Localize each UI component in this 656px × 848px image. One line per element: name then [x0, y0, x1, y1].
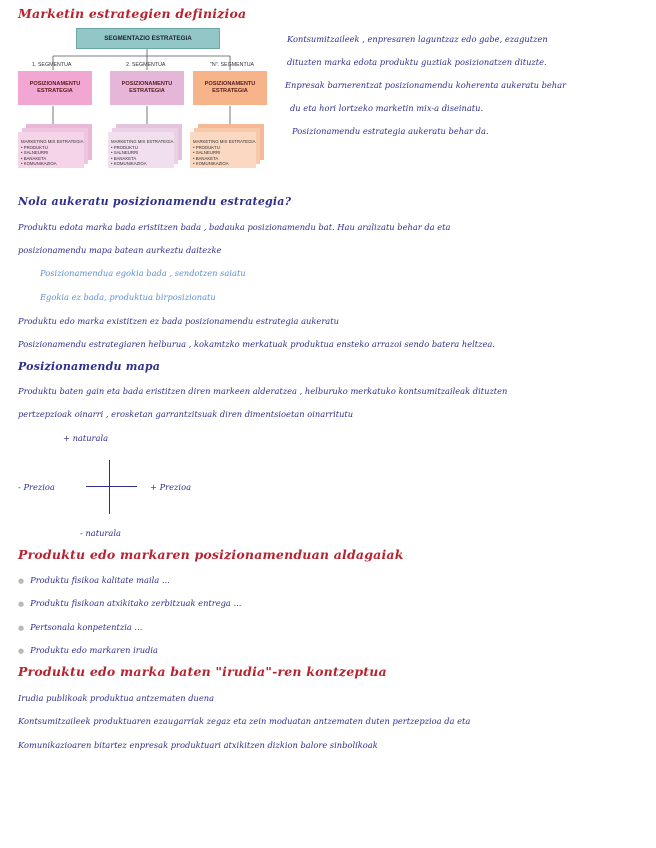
positioning-box-n: POSIZIONAMENTU ESTRATEGIA — [193, 71, 267, 105]
section3-title: Produktu edo markaren posizionamenduan aldagaiak — [18, 547, 404, 562]
marketing-mix-stack-1 — [18, 124, 94, 170]
segment-label-1: 1. SEGMENTUA — [32, 62, 72, 68]
marketing-mix-text-1: MARKETING MIX ESTRATEGIA • PRODUKTU • SALNEURRI • BANAKETA • KOMUNIKAZIOA — [21, 139, 84, 167]
positioning-box-1: POSIZIONAMENTU ESTRATEGIA — [18, 71, 92, 105]
section1-light-line-1: Posizionamendua egokia bada , sendotzen saiatu — [40, 268, 246, 278]
map-axis-bottom-label: - naturala — [80, 528, 121, 538]
section4-title: Produktu edo marka baten "irudia"-ren kontzeptua — [18, 664, 387, 679]
map-axis-top-label: + naturala — [63, 433, 109, 443]
positioning-box-2: POSIZIONAMENTU ESTRATEGIA — [110, 71, 184, 105]
section1-title: Nola aukeratu posizionamendu estrategia? — [18, 195, 292, 208]
map-axis-left-label: - Prezioa — [18, 482, 55, 492]
marketing-mix-stack-2 — [108, 124, 184, 170]
marketing-mix-text-n: MARKETING MIX ESTRATEGIA • PRODUKTU • SALNEURRI • BANAKETA • KOMUNIKAZIOA — [193, 139, 256, 167]
section2-title: Posizionamendu mapa — [18, 360, 161, 373]
section1-light-line-2: Egokia ez bada, produktua birposizionatu — [40, 292, 216, 302]
section4-line-3: Komunikazioaren bitartez enpresak produktuari atxikitzen dizkion balore sinbolikoak — [18, 740, 378, 750]
marketing-mix-stack-n — [190, 124, 266, 170]
intro-line-3: Enpresak barnerentzat posizionamendu koherenta aukeratu behar — [285, 80, 567, 90]
map-axis-right-label: + Prezioa — [150, 482, 192, 492]
map-horizontal-axis — [86, 486, 137, 487]
section3-bullet-2: ● Produktu fisikoan atxikitako zerbitzuak entrega ... — [18, 598, 241, 608]
section4-line-2: Kontsumitzaileek produktuaren ezaugarriak zegaz eta zein moduatan antzematen duten pertzepzioa da eta — [18, 716, 471, 726]
section1-after-line-2: Posizionamendu estrategiaren helburua , kokamtzko merkatuak produktua ensteko arrazoi sendo batera heltzea. — [18, 339, 495, 349]
section2-line-2: pertzepzioak oinarri , erosketan garrantzitsuak diren dimentsioetan oinarritutu — [18, 409, 354, 419]
page-title: Marketin estrategien definizioa — [18, 6, 247, 21]
segmentation-strategy-box: SEGMENTAZIO ESTRATEGIA — [76, 28, 220, 49]
segment-label-n: "N". SEGMENTUA — [210, 62, 255, 68]
intro-line-2: dituzten marka edota produktu guztiak posizionatzen dituzte. — [287, 57, 547, 67]
section3-bullet-1: ● Produktu fisikoa kalitate maila ... — [18, 575, 170, 585]
intro-line-4: du eta hori lortzeko marketin mix-a diseinatu. — [290, 103, 484, 113]
intro-line-5: Posizionamendu estrategia aukeratu behar da. — [292, 126, 489, 136]
section4-line-1: Irudia publikoak produktua antzematen duena — [18, 693, 215, 703]
section3-bullet-4: ● Produktu edo markaren irudia — [18, 645, 158, 655]
intro-line-1: Kontsumitzaileek , enpresaren laguntzaz edo gabe, ezagutzen — [287, 34, 548, 44]
section1-line-1: Produktu edota marka bada eristitzen bada , badauka posizionamendu bat. Hau aralizatu behar da eta — [18, 222, 451, 232]
section3-bullet-3: ● Pertsonala konpetentzia ... — [18, 622, 142, 632]
map-vertical-axis — [109, 460, 110, 514]
segmentation-diagram — [18, 26, 268, 176]
marketing-mix-text-2: MARKETING MIX ESTRATEGIA • PRODUKTU • SALNEURRI • BANAKETA • KOMUNIKAZIOA — [111, 139, 174, 167]
section2-line-1: Produktu baten gain eta bada eristitzen diren markeen alderatzea , helburuko merkatuko kontsumitzaileak dituzten — [18, 386, 508, 396]
section1-line-2: posizionamendu mapa batean aurkeztu daitezke — [18, 245, 222, 255]
segment-label-2: 2. SEGMENTUA — [126, 62, 166, 68]
section1-after-line-1: Produktu edo marka existitzen ez bada posizionamendu estrategia aukeratu — [18, 316, 339, 326]
